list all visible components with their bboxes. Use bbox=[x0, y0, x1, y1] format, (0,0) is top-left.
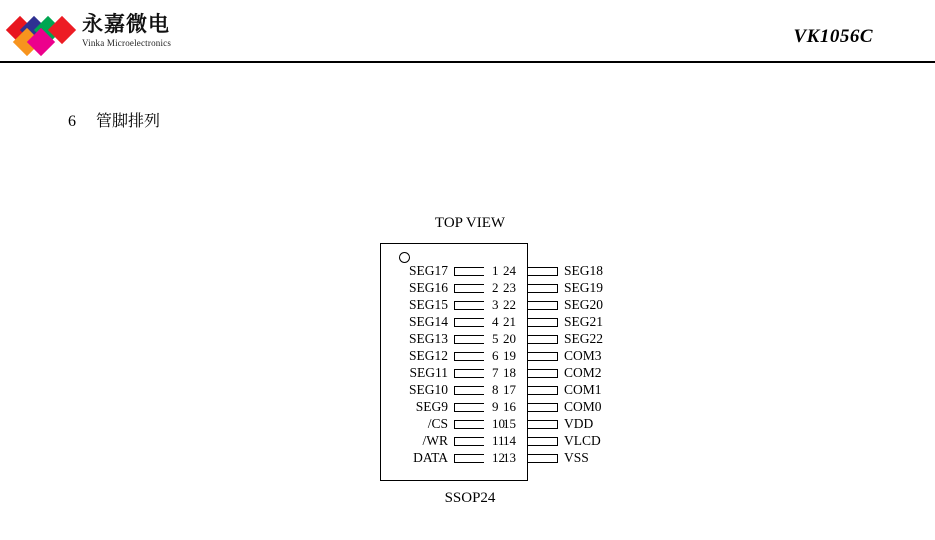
pin-number: 18 bbox=[503, 365, 516, 380]
pin-number: 11 bbox=[492, 433, 505, 448]
pin-label: SEG11 bbox=[409, 365, 448, 380]
section-number: 6 bbox=[68, 113, 76, 130]
pin-number: 2 bbox=[492, 280, 499, 295]
pin-row-right bbox=[380, 331, 690, 347]
pin-label: SEG15 bbox=[408, 297, 448, 312]
package-label: SSOP24 bbox=[444, 490, 496, 506]
pin-lead-icon bbox=[528, 267, 558, 276]
pin-lead-icon bbox=[528, 335, 558, 344]
pin-label: SEG14 bbox=[408, 314, 448, 329]
pin-lead-icon bbox=[528, 352, 558, 361]
pin-number: 1 bbox=[492, 263, 499, 278]
logo-company-name-en: Vinka Microelectronics bbox=[82, 38, 172, 48]
part-number: VK1056C bbox=[793, 26, 873, 47]
pin-row-right bbox=[380, 297, 690, 313]
pin-label: VDD bbox=[564, 416, 594, 431]
pin-label: SEG16 bbox=[408, 280, 448, 295]
pin-label: /WR bbox=[422, 433, 448, 448]
pin-number: 12 bbox=[492, 450, 505, 465]
pin-number: 17 bbox=[503, 382, 516, 397]
logo-text bbox=[82, 12, 171, 49]
pinout-diagram bbox=[250, 215, 690, 515]
pin-row-right bbox=[380, 416, 690, 432]
pin-row-right bbox=[380, 399, 690, 415]
pin-row-right bbox=[380, 365, 690, 381]
logo-diamonds-icon bbox=[8, 12, 80, 52]
pin-row-right bbox=[380, 433, 690, 449]
pin-label: SEG12 bbox=[408, 348, 448, 363]
pin-number: 20 bbox=[503, 331, 516, 346]
pin-label: SEG10 bbox=[408, 382, 448, 397]
pin-label: SEG18 bbox=[564, 263, 604, 278]
pin-number: 15 bbox=[503, 416, 516, 431]
pin-lead-icon bbox=[528, 318, 558, 327]
pin-label: SEG9 bbox=[415, 399, 448, 414]
pin-label: VLCD bbox=[564, 433, 601, 448]
pin-number: 19 bbox=[503, 348, 516, 363]
pin-number: 8 bbox=[492, 382, 499, 397]
header-divider bbox=[0, 61, 935, 63]
pin-label: SEG17 bbox=[408, 263, 448, 278]
pin-number: 22 bbox=[503, 297, 516, 312]
pin-number: 5 bbox=[492, 331, 499, 346]
pin-row-right bbox=[380, 280, 690, 296]
pin-row-right bbox=[380, 382, 690, 398]
pin-label: COM2 bbox=[564, 365, 602, 380]
logo-company-name-cn: 永嘉微电 bbox=[82, 12, 170, 36]
pin-number: 24 bbox=[503, 263, 516, 278]
pin-number: 7 bbox=[492, 365, 499, 380]
pin-label: SEG19 bbox=[564, 280, 604, 295]
pin-number: 21 bbox=[503, 314, 516, 329]
section-heading bbox=[68, 108, 160, 131]
pin-label: SEG20 bbox=[564, 297, 604, 312]
pin-label: COM0 bbox=[564, 399, 602, 414]
pin-number: 3 bbox=[492, 297, 499, 312]
pin-lead-icon bbox=[528, 386, 558, 395]
pin-lead-icon bbox=[528, 454, 558, 463]
company-logo bbox=[8, 10, 171, 52]
pin-label: /CS bbox=[427, 416, 448, 431]
pin-number: 4 bbox=[492, 314, 499, 329]
pin-label: SEG22 bbox=[564, 331, 604, 346]
pin-number: 13 bbox=[503, 450, 516, 465]
pin-label: VSS bbox=[564, 450, 589, 465]
pin-row-right bbox=[380, 263, 690, 279]
pin-label: DATA bbox=[413, 450, 448, 465]
pin-label: COM1 bbox=[564, 382, 602, 397]
pin-lead-icon bbox=[528, 437, 558, 446]
pin-lead-icon bbox=[528, 301, 558, 310]
pin-row-right bbox=[380, 450, 690, 466]
pin-lead-icon bbox=[528, 420, 558, 429]
pin1-marker-icon bbox=[399, 252, 410, 263]
top-view-label: TOP VIEW bbox=[434, 215, 506, 231]
section-title: 管脚排列 bbox=[96, 111, 161, 130]
pin-lead-icon bbox=[528, 369, 558, 378]
page-header bbox=[0, 0, 935, 62]
pin-number: 10 bbox=[492, 416, 505, 431]
pin-number: 16 bbox=[503, 399, 516, 414]
pin-number: 6 bbox=[492, 348, 499, 363]
pin-label: SEG13 bbox=[408, 331, 448, 346]
pin-row-right bbox=[380, 348, 690, 364]
pin-lead-icon bbox=[528, 284, 558, 293]
pin-row-right bbox=[380, 314, 690, 330]
pin-number: 23 bbox=[503, 280, 516, 295]
pin-lead-icon bbox=[528, 403, 558, 412]
pin-label: SEG21 bbox=[564, 314, 604, 329]
pin-number: 9 bbox=[492, 399, 499, 414]
pin-label: COM3 bbox=[564, 348, 602, 363]
pin-number: 14 bbox=[503, 433, 516, 448]
